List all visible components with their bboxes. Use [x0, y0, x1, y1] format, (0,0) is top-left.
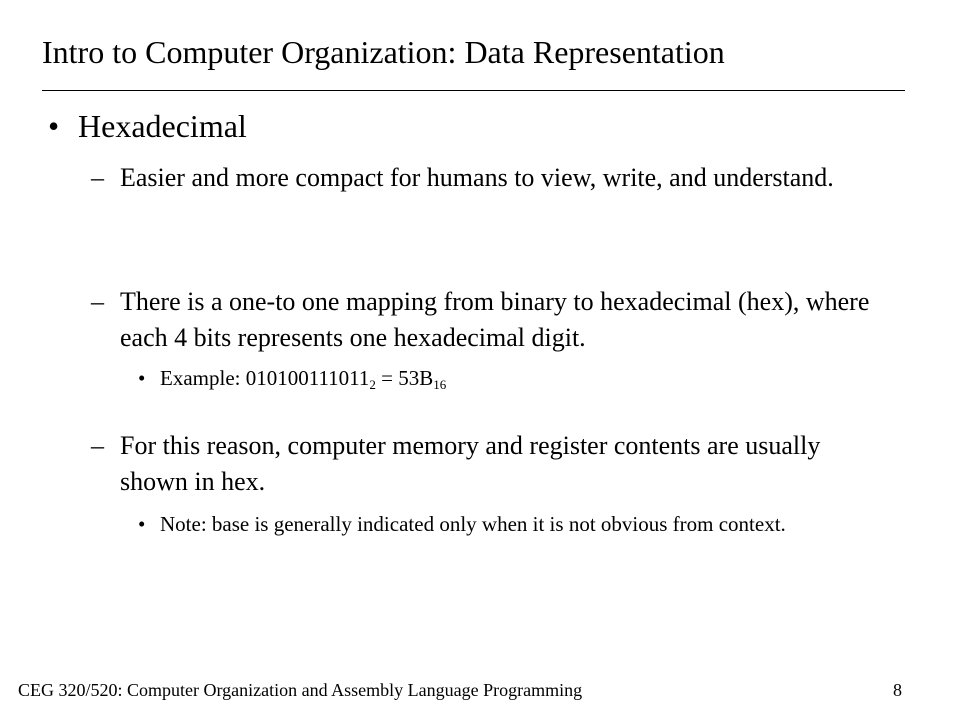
point-text: Easier and more compact for humans to view, write, and understand. [120, 163, 834, 192]
base-two: 2 [369, 377, 376, 392]
example-text [160, 364, 880, 393]
base-sixteen: 16 [433, 377, 447, 392]
point-text: There is a one-to one mapping from binary to hexadecimal (hex), where each 4 bits represents one hexadecimal digit. [120, 287, 870, 352]
title-divider [42, 90, 905, 91]
bullet-glyph: • [138, 366, 146, 390]
example-equals: = 53B [375, 366, 434, 390]
dash-glyph: – [91, 163, 104, 192]
point-text: For this reason, computer memory and register contents are usually shown in hex. [120, 431, 821, 496]
heading-text: Hexadecimal [78, 108, 247, 144]
bullet-glyph: • [138, 512, 146, 536]
example-label: Example: 010100111011 [160, 366, 370, 390]
page-number: 8 [893, 680, 902, 700]
footer-course: CEG 320/520: Computer Organization and Assembly Language Programming [18, 680, 583, 700]
slide-title: Intro to Computer Organization: Data Representation [42, 34, 725, 70]
bullet-glyph: • [48, 108, 60, 144]
dash-glyph: – [91, 431, 104, 460]
note-text: Note: base is generally indicated only when it is not obvious from context. [160, 512, 786, 536]
dash-glyph: – [91, 287, 104, 316]
